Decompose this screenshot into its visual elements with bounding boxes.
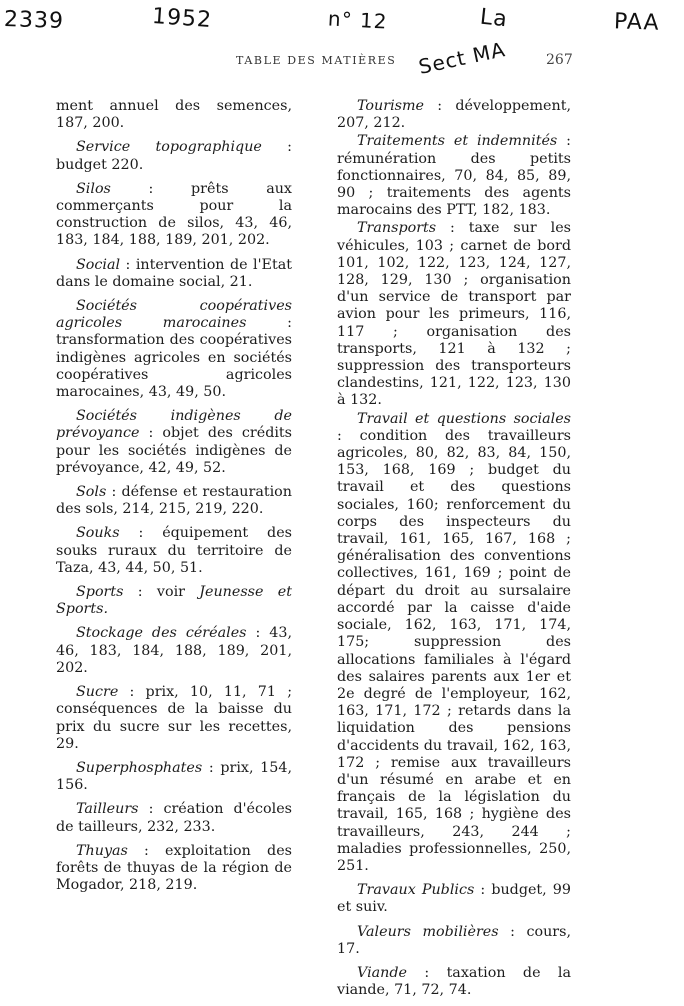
index-entry: Valeurs mobilières : cours, 17.: [337, 923, 571, 957]
index-column-right: [337, 98, 571, 1006]
index-entry: Thuyas : exploitation des forêts de thuyas de la région de Mogador, 218, 219.: [56, 842, 292, 894]
index-entry: Sols : défense et restauration des sols, 214, 215, 219, 220.: [56, 484, 292, 518]
index-entry: Travail et questions sociales : condition des travailleurs agricoles, 80, 82, 83, 84, 150, 153, 168, 169 ; budget du travail et des questions sociales, 160; renforcement du corps des inspecteurs du travail, 161, 165, 167, 168 ; généralisation des conventions collectives, 161, 169 ; point de départ du droit au sursalaire accordé par la caisse d'aide sociale, 162, 163, 171, 174, 175; suppression des allocations familiales à l'égard des salaires parents aux 1er et 2e degré de l'employeur, 162, 163, 171, 172 ; retards dans la liquidation des pensions d'accidents du travail, 162, 163, 172 ; remise aux travailleurs d'un résumé en arabe et en français de la législation du travail, 165, 168 ; hygiène des travailleurs, 243, 244 ; maladies professionnelles, 250, 251.: [337, 410, 571, 874]
index-entry: Sociétés indigènes de prévoyance : objet des crédits pour les sociétés indigènes de prévoyance, 42, 49, 52.: [56, 408, 292, 476]
handwritten-note-issue: n° 12: [327, 6, 389, 34]
index-entry: Sociétés coopératives agricoles marocaines : transformation des coopératives indigènes agricoles en sociétés coopératives agricoles marocaines, 43, 49, 50.: [56, 298, 292, 401]
handwritten-note-la: La: [478, 4, 509, 33]
index-entry: Souks : équipement des souks ruraux du territoire de Taza, 43, 44, 50, 51.: [56, 525, 292, 576]
index-entry: Transports : taxe sur les véhicules, 103 ; carnet de bord 101, 102, 122, 123, 124, 127, 128, 129, 130 ; organisation d'un service de transport par avion pour les primeurs, 116, 117 ; organisation des transports, 121 à 132 ; suppression des transporteurs clandestins, 121, 122, 123, 130 à 132.: [337, 220, 571, 409]
index-entry: Stockage des céréales : 43, 46, 183, 184, 188, 189, 201, 202.: [56, 625, 292, 676]
index-entry: Service topographique : budget 220.: [56, 139, 292, 173]
handwritten-note-section: Sect MA: [416, 37, 508, 79]
handwritten-note-code: PAA: [613, 9, 661, 36]
index-entry: Superphosphates : prix, 154, 156.: [56, 759, 293, 794]
index-entry: Social : intervention de l'Etat dans le domaine social, 21.: [56, 256, 292, 290]
index-entry: Sports : voir Jeunesse et Sports.: [56, 584, 292, 618]
handwritten-note-number: 2339: [3, 6, 65, 35]
index-column-left: [56, 98, 292, 901]
page-header: [0, 54, 684, 74]
index-entry: Viande : taxation de la viande, 71, 72, 74.: [337, 964, 571, 999]
index-entry: Travaux Publics : budget, 99 et suiv.: [337, 882, 572, 916]
index-entry: Tourisme : développement, 207, 212.: [337, 98, 571, 132]
index-entry: ment annuel des semences, 187, 200.: [56, 98, 292, 132]
handwritten-note-year: 1952: [151, 3, 213, 34]
index-entry: Tailleurs : création d'écoles de tailleurs, 232, 233.: [56, 801, 292, 835]
index-entry: Silos : prêts aux commerçants pour la construction de silos, 43, 46, 183, 184, 188, 189, 201, 202.: [56, 180, 292, 249]
running-title: TABLE DES MATIÈRES: [236, 54, 397, 67]
page-number: 267: [546, 52, 573, 68]
index-entry: Sucre : prix, 10, 11, 71 ; conséquences de la baisse du prix du sucre sur les recettes, 29.: [56, 684, 293, 752]
index-entry: Traitements et indemnités : rémunération des petits fonctionnaires, 70, 84, 85, 89, 90 ; traitements des agents marocains des PTT, 182, 183.: [337, 133, 571, 219]
